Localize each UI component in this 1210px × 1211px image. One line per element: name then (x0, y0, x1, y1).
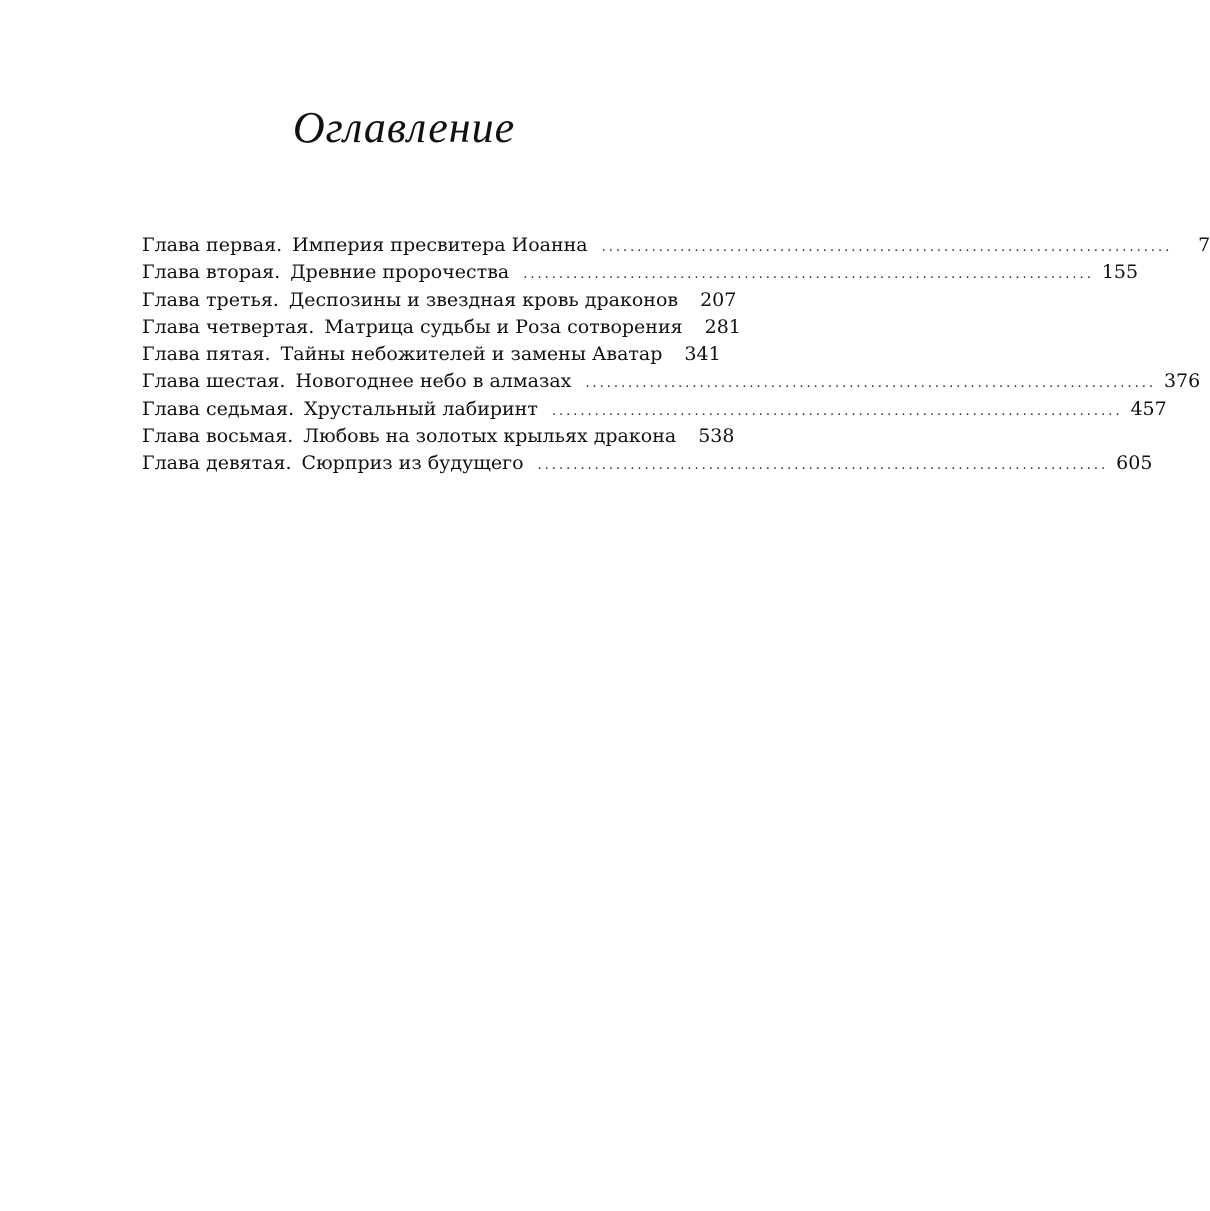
chapter-label: Глава пятая. (142, 343, 271, 365)
toc-entry-text (142, 450, 524, 477)
chapter-label: Глава вторая. (142, 261, 281, 284)
chapter-name: Новогоднее небо в алмазах (295, 370, 572, 393)
chapter-name: Хрустальный лабиринт (304, 397, 538, 420)
chapter-label: Глава седьмая. (142, 397, 295, 420)
chapter-name: Тайны небожителей и замены Аватар (280, 343, 663, 365)
page-number: 457 (1130, 397, 1167, 420)
page-title: Оглавление (292, 103, 516, 152)
toc-entry-text (142, 259, 509, 286)
page-number: 281 (704, 315, 741, 338)
toc-entry[interactable] (142, 314, 741, 341)
chapter-label: Глава четвертая. (142, 315, 315, 338)
page-number: 155 (1101, 261, 1139, 284)
toc-entry-text (142, 368, 571, 395)
page-number: 605 (1116, 452, 1153, 474)
page-number: 207 (700, 288, 737, 311)
page-number: 7 (1198, 234, 1210, 256)
toc-entry-text (142, 423, 676, 450)
chapter-name: Древние пророчества (290, 261, 510, 284)
toc-entry[interactable] (142, 450, 1153, 477)
toc-entry-text (142, 232, 588, 259)
chapter-label: Глава третья. (142, 288, 279, 311)
dot-leader: ................................................................................ (601, 240, 1173, 255)
toc-entry-text (142, 287, 678, 314)
toc-entry[interactable] (142, 232, 1210, 259)
toc-entry-text (142, 314, 683, 341)
toc-entry[interactable] (142, 396, 1167, 423)
chapter-name: Любовь на золотых крыльях дракона (303, 424, 677, 447)
toc-entry[interactable] (142, 341, 721, 368)
table-of-contents (142, 232, 1210, 477)
chapter-label: Глава первая. (142, 234, 283, 256)
chapter-label: Глава девятая. (142, 452, 292, 474)
toc-entry[interactable] (142, 423, 735, 450)
dot-leader: ................................................................................ (551, 403, 1123, 419)
dot-leader: ................................................................................ (523, 267, 1094, 283)
toc-entry-text (142, 396, 538, 423)
page-number: 376 (1163, 370, 1201, 393)
page-number: 341 (684, 343, 721, 365)
chapter-name: Матрица судьбы и Роза сотворения (324, 315, 683, 338)
page-number: 538 (698, 424, 735, 447)
toc-entry-text (142, 341, 662, 368)
chapter-label: Глава шестая. (142, 370, 286, 393)
chapter-name: Империя пресвитера Иоанна (292, 234, 588, 256)
toc-entry[interactable] (142, 368, 1201, 395)
chapter-label: Глава восьмая. (142, 424, 294, 447)
dot-leader: ................................................................................ (537, 458, 1109, 473)
chapter-name: Деспозины и звездная кровь драконов (288, 288, 679, 311)
chapter-name: Сюрприз из будущего (301, 452, 524, 474)
toc-entry[interactable] (142, 259, 1139, 286)
dot-leader: ................................................................................ (585, 376, 1156, 392)
toc-entry[interactable] (142, 287, 737, 314)
